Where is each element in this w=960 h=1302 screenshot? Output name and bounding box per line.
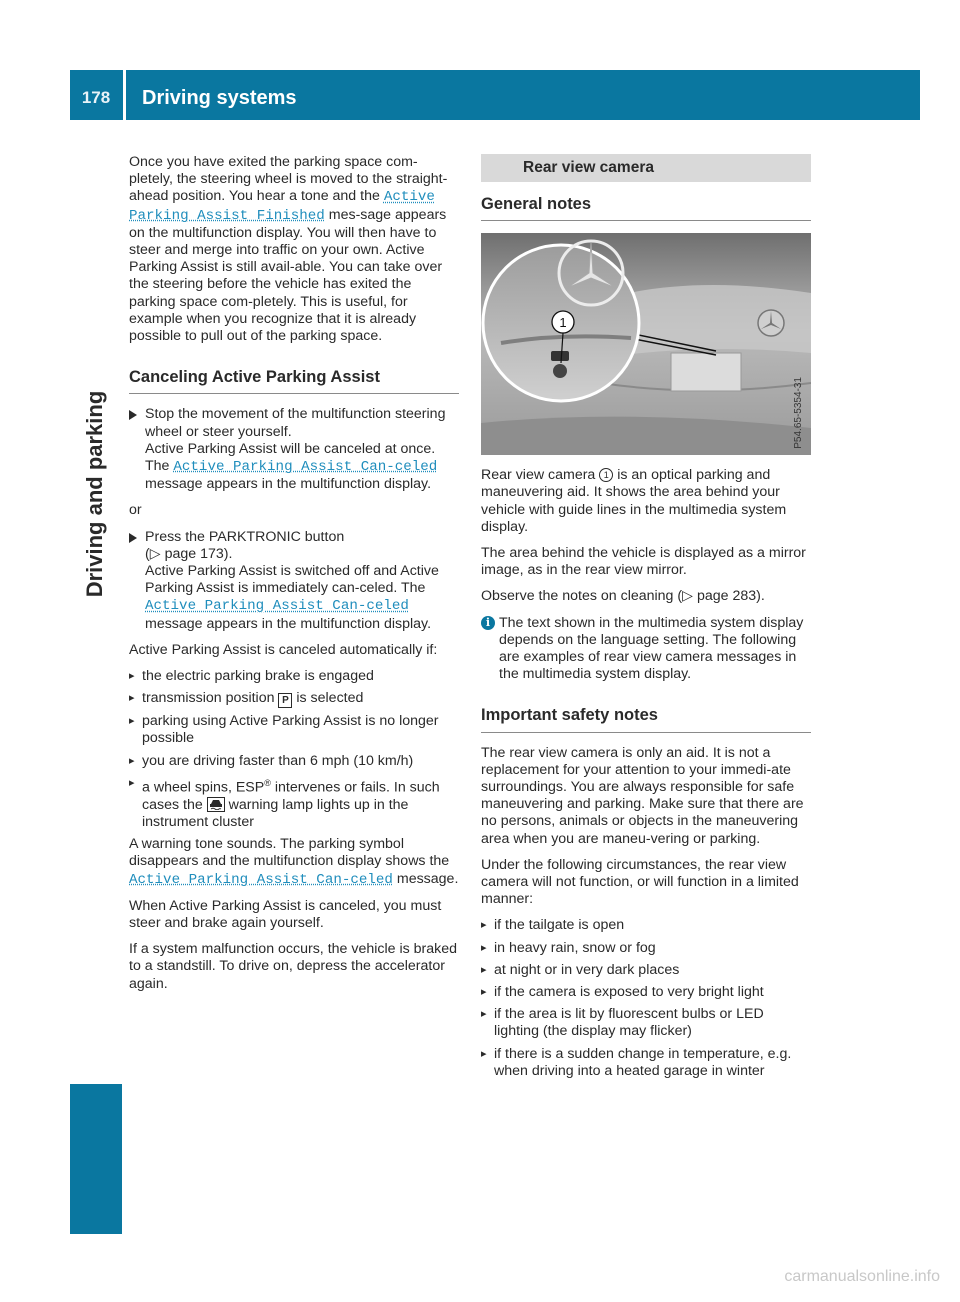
page-reference[interactable]: (▷ page 173). xyxy=(145,545,233,562)
list-item: ▸ a wheel spins, ESP® intervenes or fails. In such cases the warning lamp lights up in the instrument cluster xyxy=(129,775,459,831)
list-item: ▸ if there is a sudden change in temperature, e.g. when driving into a heated garage in winter xyxy=(481,1046,811,1080)
left-column xyxy=(129,154,459,1002)
or-text: or xyxy=(129,502,142,519)
heading-safety-notes: Important safety notes xyxy=(481,707,811,732)
page-number: 178 xyxy=(81,88,111,107)
step-press-parktronic: Press the PARKTRONIC button (▷ page 173). Active Parking Assist is switched off and Active Parking Assist is immediately can-celed. The Active Parking Assist Can‐celed message appears in the multifunction display. xyxy=(129,529,459,633)
exit-paragraph: Once you have exited the parking space com-pletely, the steering wheel is moved to the straight-ahead position. You hear a tone and the Active Parking Assist Finished mes-sage appears on the multifunction display. You will then have to steer and merge into traffic on your own. Active Parking Assist is still avail-able. You can take over the steering before the vehicle has exited the parking space com-pletely. This is useful, for example when you recognize that it is already possible to pull out of the parking space. xyxy=(129,154,448,345)
auto-cancel-intro: Active Parking Assist is canceled automatically if: xyxy=(129,641,438,658)
info-icon: i xyxy=(481,616,495,630)
section-bar-rear-view-camera: Rear view camera xyxy=(481,154,811,182)
step-arrow-icon xyxy=(129,533,137,543)
esp-warning-lamp-icon xyxy=(207,797,225,812)
display-message: Active Parking Assist Finished xyxy=(129,189,435,224)
camera-description: Rear view camera 1 is an optical parking and maneuvering aid. It shows the area behind your vehicle with guide lines in the multimedia system display. xyxy=(481,467,787,535)
page-header xyxy=(70,70,920,120)
chapter-sidebar xyxy=(70,124,122,1234)
chapter-stripe xyxy=(70,1084,122,1234)
safety-paragraph: The rear view camera is only an aid. It is not a replacement for your attention to your immedi-ate surroundings. You are always responsible for safe maneuvering and parking. Make sure that there are no persons, animals or objects in the maneuvering area when you are maneu-vering or parking. xyxy=(481,744,804,847)
callout-1-icon: 1 xyxy=(599,468,613,482)
park-position-icon: P xyxy=(278,693,292,708)
list-item: ▸ at night or in very dark places xyxy=(481,962,811,979)
right-column xyxy=(481,154,811,1085)
cleaning-reference[interactable]: Observe the notes on cleaning (▷ page 283). xyxy=(481,588,765,605)
header-divider xyxy=(123,70,126,120)
photo-code: P54.65-5354-31 xyxy=(792,377,804,450)
list-item: ▸ transmission position P is selected xyxy=(129,690,459,708)
photo-callout-1: 1 xyxy=(559,315,567,331)
info-note: i The text shown in the multimedia system display depends on the language setting. The following are examples of rear view camera messages in the multimedia system display. xyxy=(481,615,811,684)
list-item: ▸ the electric parking brake is engaged xyxy=(129,668,459,685)
steer-brake-paragraph: When Active Parking Assist is canceled, you must steer and brake again yourself. xyxy=(129,897,442,932)
mirror-image-paragraph: The area behind the vehicle is displayed as a mirror image, as in the rear view mirror. xyxy=(481,545,806,579)
heading-general-notes: General notes xyxy=(481,196,811,221)
auto-cancel-list xyxy=(129,668,459,831)
car-rear-illustration xyxy=(481,233,811,455)
step-stop-steering: Stop the movement of the multifunction steering wheel or steer yourself. Active Parking Assist will be canceled at once. The Active Parking Assist Can‐celed message appears in the multifunction display. xyxy=(129,406,459,493)
warning-tone-paragraph: A warning tone sounds. The parking symbol disappears and the multifunction display shows the Active Parking Assist Can‐celed message. xyxy=(129,836,459,888)
watermark: carmanualsonline.info xyxy=(784,1268,940,1285)
list-item: ▸ parking using Active Parking Assist is no longer possible xyxy=(129,713,459,747)
list-item: ▸ if the tailgate is open xyxy=(481,917,811,934)
heading-canceling: Canceling Active Parking Assist xyxy=(129,369,459,394)
display-message: Active Parking Assist Can‐celed xyxy=(145,598,409,615)
step-arrow-icon xyxy=(129,410,137,420)
malfunction-paragraph: If a system malfunction occurs, the vehicle is braked to a standstill. To drive on, depress the accelerator again. xyxy=(129,941,458,992)
chapter-label: Driving and parking xyxy=(82,390,107,598)
page-title: Driving systems xyxy=(142,87,297,109)
list-item: ▸ if the area is lit by fluorescent bulbs or LED lighting (the display may flicker) xyxy=(481,1006,811,1040)
display-message: Active Parking Assist Can‐celed xyxy=(129,871,393,888)
list-item: ▸ you are driving faster than 6 mph (10 km/h) xyxy=(129,753,459,770)
display-message: Active Parking Assist Can‐celed xyxy=(173,459,438,476)
list-item: ▸ in heavy rain, snow or fog xyxy=(481,940,811,957)
rear-camera-photo xyxy=(481,233,811,455)
list-item: ▸ if the camera is exposed to very bright light xyxy=(481,984,811,1001)
limitations-list xyxy=(481,917,811,1080)
circumstances-intro: Under the following circumstances, the rear view camera will not function, or will function in a limited manner: xyxy=(481,856,799,908)
